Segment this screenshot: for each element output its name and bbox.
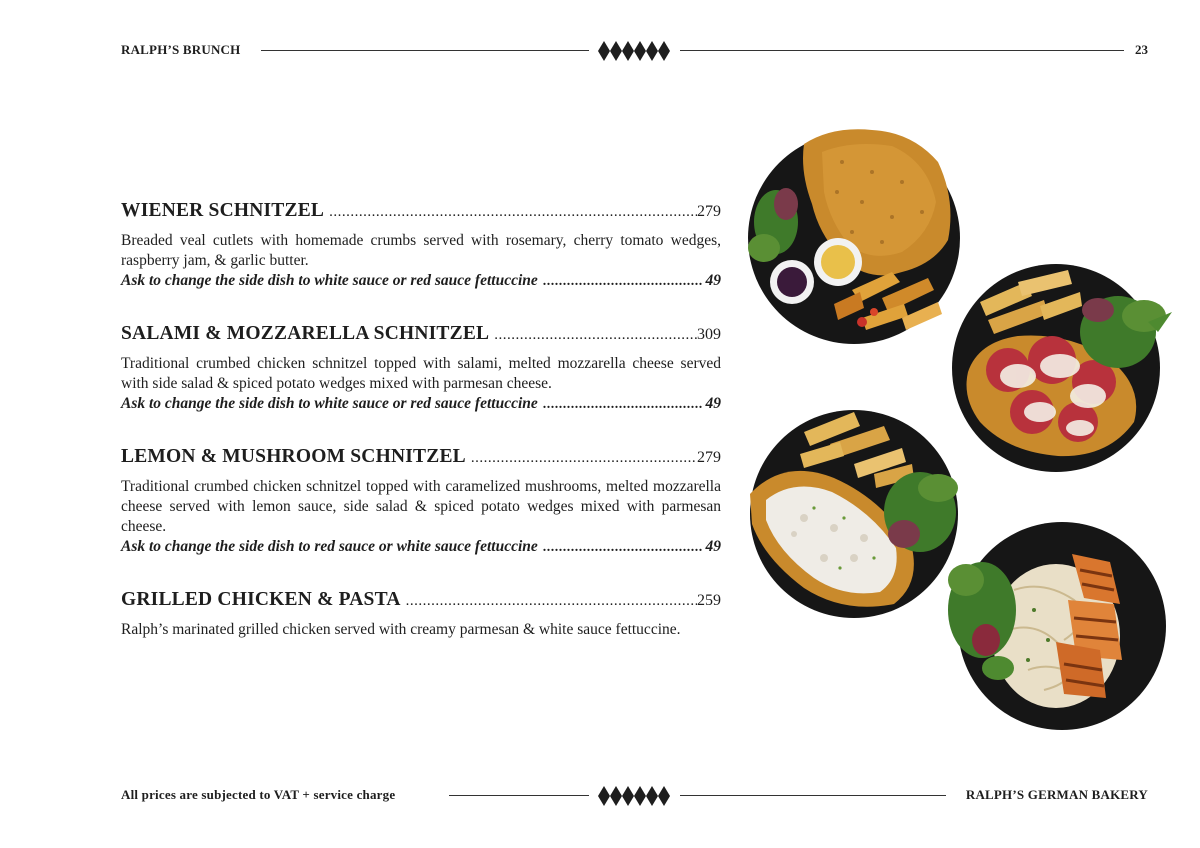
menu-item-title-row <box>121 589 721 611</box>
menu-item-name: LEMON & MUSHROOM SCHNITZEL <box>121 446 466 467</box>
header-brand: RALPH’S BRUNCH <box>121 42 241 57</box>
side-dish-note <box>121 537 721 558</box>
salami-mozzarella-schnitzel-plate <box>948 262 1174 476</box>
menu-item-price: 259 <box>697 592 721 609</box>
leader-dots <box>543 395 702 415</box>
side-dish-note <box>121 271 721 292</box>
menu-item-title-row <box>121 200 721 222</box>
leader-dots <box>543 538 702 558</box>
page-number: 23 <box>1135 42 1148 57</box>
menu-item <box>121 446 721 558</box>
menu-item-title-row <box>121 446 721 468</box>
wiener-schnitzel-plate <box>742 122 966 350</box>
lemon-mushroom-schnitzel-plate <box>744 408 966 620</box>
menu-item <box>121 200 721 292</box>
leader-dots <box>406 593 697 610</box>
leader-dots <box>494 327 697 344</box>
menu-list <box>121 200 721 640</box>
diamond-row-icon <box>598 786 670 806</box>
side-dish-note-price: 49 <box>705 395 721 412</box>
menu-item-description: Breaded veal cutlets with homemade crumbs served with rosemary, cherry tomato wedges, raspberry jam, & garlic butter. <box>121 232 721 269</box>
footer-rule-right <box>680 795 946 796</box>
header-rule-right <box>680 50 1124 51</box>
menu-item-name: SALAMI & MOZZARELLA SCHNITZEL <box>121 323 490 344</box>
footer-bakery-name: RALPH’S GERMAN BAKERY <box>965 787 1148 802</box>
page-header <box>121 40 1148 60</box>
leader-dots <box>471 450 697 467</box>
diamond-row-icon <box>598 41 670 61</box>
menu-item-name: WIENER SCHNITZEL <box>121 200 325 221</box>
side-dish-note <box>121 394 721 415</box>
menu-item <box>121 323 721 415</box>
menu-item-description: Traditional crumbed chicken schnitzel topped with caramelized mushrooms, melted mozzarella cheese served with lemon sauce, side salad & spiced potato wedges mixed with parmesan cheese. <box>121 478 721 535</box>
header-rule-left <box>261 50 589 51</box>
menu-item-price: 279 <box>697 203 721 220</box>
footer-disclaimer: All prices are subjected to VAT + service charge <box>121 787 396 802</box>
leader-dots <box>329 204 697 221</box>
menu-item-description: Ralph’s marinated grilled chicken served with creamy parmesan & white sauce fettuccine. <box>121 621 681 638</box>
leader-dots <box>543 272 702 292</box>
side-dish-note-text: Ask to change the side dish to red sauce or white sauce fettuccine <box>121 538 538 555</box>
side-dish-note-text: Ask to change the side dish to white sauce or red sauce fettuccine <box>121 272 538 289</box>
side-dish-note-text: Ask to change the side dish to white sauce or red sauce fettuccine <box>121 395 538 412</box>
grilled-chicken-pasta-plate <box>944 520 1168 734</box>
menu-item-price: 279 <box>697 449 721 466</box>
menu-item-title-row <box>121 323 721 345</box>
menu-item <box>121 589 721 640</box>
menu-item-name: GRILLED CHICKEN & PASTA <box>121 589 401 610</box>
menu-item-price: 309 <box>697 326 721 343</box>
page-footer <box>121 785 1148 805</box>
menu-item-description: Traditional crumbed chicken schnitzel topped with salami, melted mozzarella cheese served with side salad & spiced potato wedges mixed with parmesan cheese. <box>121 355 721 392</box>
side-dish-note-price: 49 <box>705 538 721 555</box>
side-dish-note-price: 49 <box>705 272 721 289</box>
footer-rule-left <box>449 795 589 796</box>
